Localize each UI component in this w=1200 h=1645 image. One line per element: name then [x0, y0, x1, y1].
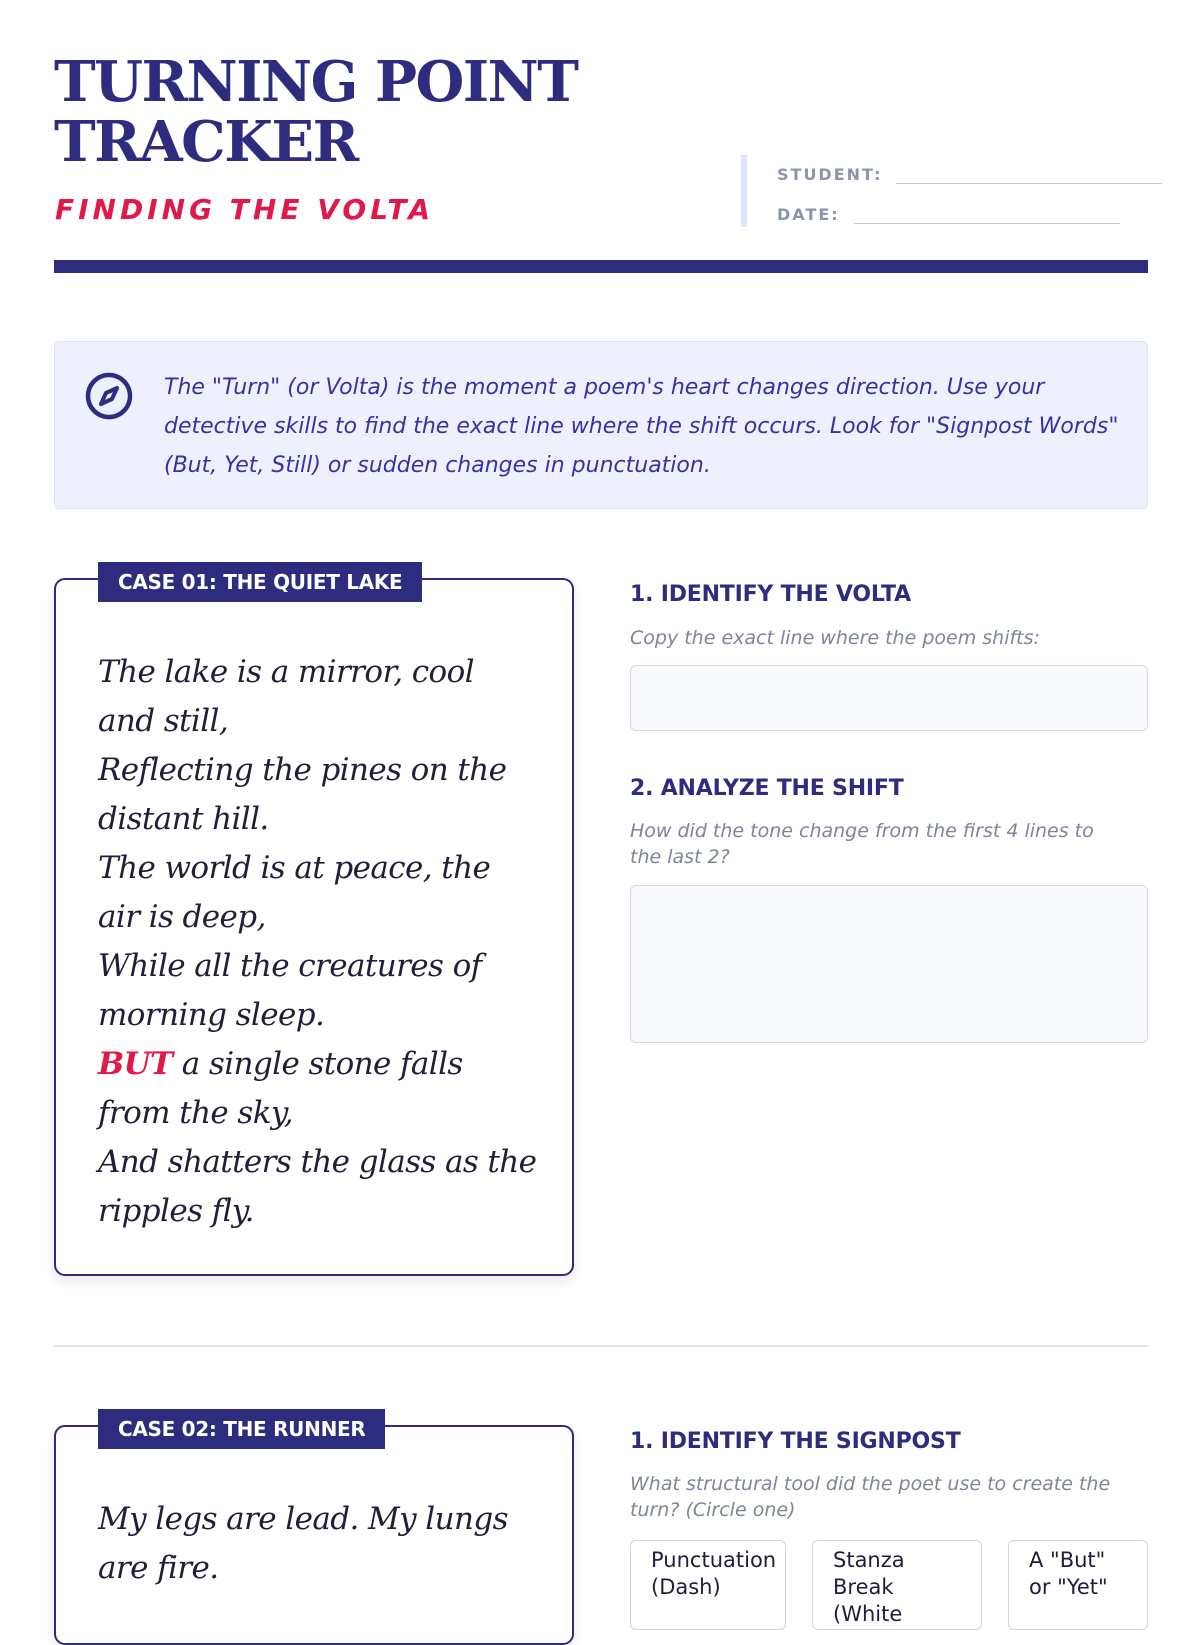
- section-divider: [54, 1345, 1148, 1347]
- poem-line: Reflecting the pines on the distant hill.: [98, 752, 507, 837]
- intro-text: The "Turn" (or Volta) is the moment a poem's heart changes direction. Use your detective skills to find the exact line where the shift occurs. Look for "Signpost Words" (But, Yet, Still) or sudden changes in punctuation.: [164, 375, 1119, 478]
- option-punctuation[interactable]: Punctuation (Dash): [630, 1540, 786, 1630]
- question-heading: 1. IDENTIFY THE SIGNPOST: [630, 1429, 961, 1454]
- poem-line: [98, 1040, 538, 1138]
- option-stanza-break[interactable]: Stanza Break (White: [812, 1540, 982, 1630]
- signpost-word: BUT: [98, 1046, 173, 1082]
- question-heading: 2. ANALYZE THE SHIFT: [630, 776, 904, 801]
- option-but-yet[interactable]: A "But" or "Yet": [1008, 1540, 1148, 1630]
- question-prompt: How did the tone change from the first 4 lines to the last 2?: [630, 820, 1094, 868]
- student-name-field[interactable]: [896, 163, 1162, 184]
- poem-line-rest: a single stone falls from the sky,: [98, 1046, 463, 1131]
- student-row: [777, 163, 1162, 184]
- poem-line: And shatters the glass as the ripples fly.: [98, 1144, 537, 1229]
- poem-line: The world is at peace, the air is deep,: [98, 850, 491, 935]
- question-heading: 1. IDENTIFY THE VOLTA: [630, 582, 911, 607]
- student-label: STUDENT:: [777, 165, 883, 184]
- compass-icon: [84, 371, 134, 421]
- case-card-quiet-lake: [54, 570, 574, 1276]
- poem-line: The lake is a mirror, cool and still,: [98, 654, 474, 739]
- case-tag: CASE 01: THE QUIET LAKE: [98, 562, 422, 602]
- poem-line: While all the creatures of morning sleep.: [98, 948, 482, 1033]
- volta-line-answer-box[interactable]: [630, 665, 1148, 731]
- date-label: DATE:: [777, 205, 840, 224]
- student-info-block: [741, 155, 1157, 227]
- poem-text: [98, 648, 538, 1236]
- shift-analysis-answer-box[interactable]: [630, 885, 1148, 1043]
- poem-line: My legs are lead. My lungs are fire.: [98, 1501, 508, 1586]
- date-row: [777, 203, 1120, 224]
- intro-callout: [54, 341, 1148, 509]
- header-rule: [54, 260, 1148, 273]
- page-subtitle: FINDING THE VOLTA: [55, 193, 434, 226]
- poem-text: [98, 1495, 538, 1593]
- question-prompt: What structural tool did the poet use to create the turn? (Circle one): [630, 1473, 1111, 1521]
- page-title: TURNING POINT TRACKER: [54, 49, 578, 175]
- signpost-options: [630, 1540, 1150, 1626]
- case-card-runner: [54, 1417, 574, 1645]
- case-tag: CASE 02: THE RUNNER: [98, 1409, 385, 1449]
- question-prompt: Copy the exact line where the poem shifts:: [630, 627, 1040, 649]
- date-field[interactable]: [854, 203, 1120, 224]
